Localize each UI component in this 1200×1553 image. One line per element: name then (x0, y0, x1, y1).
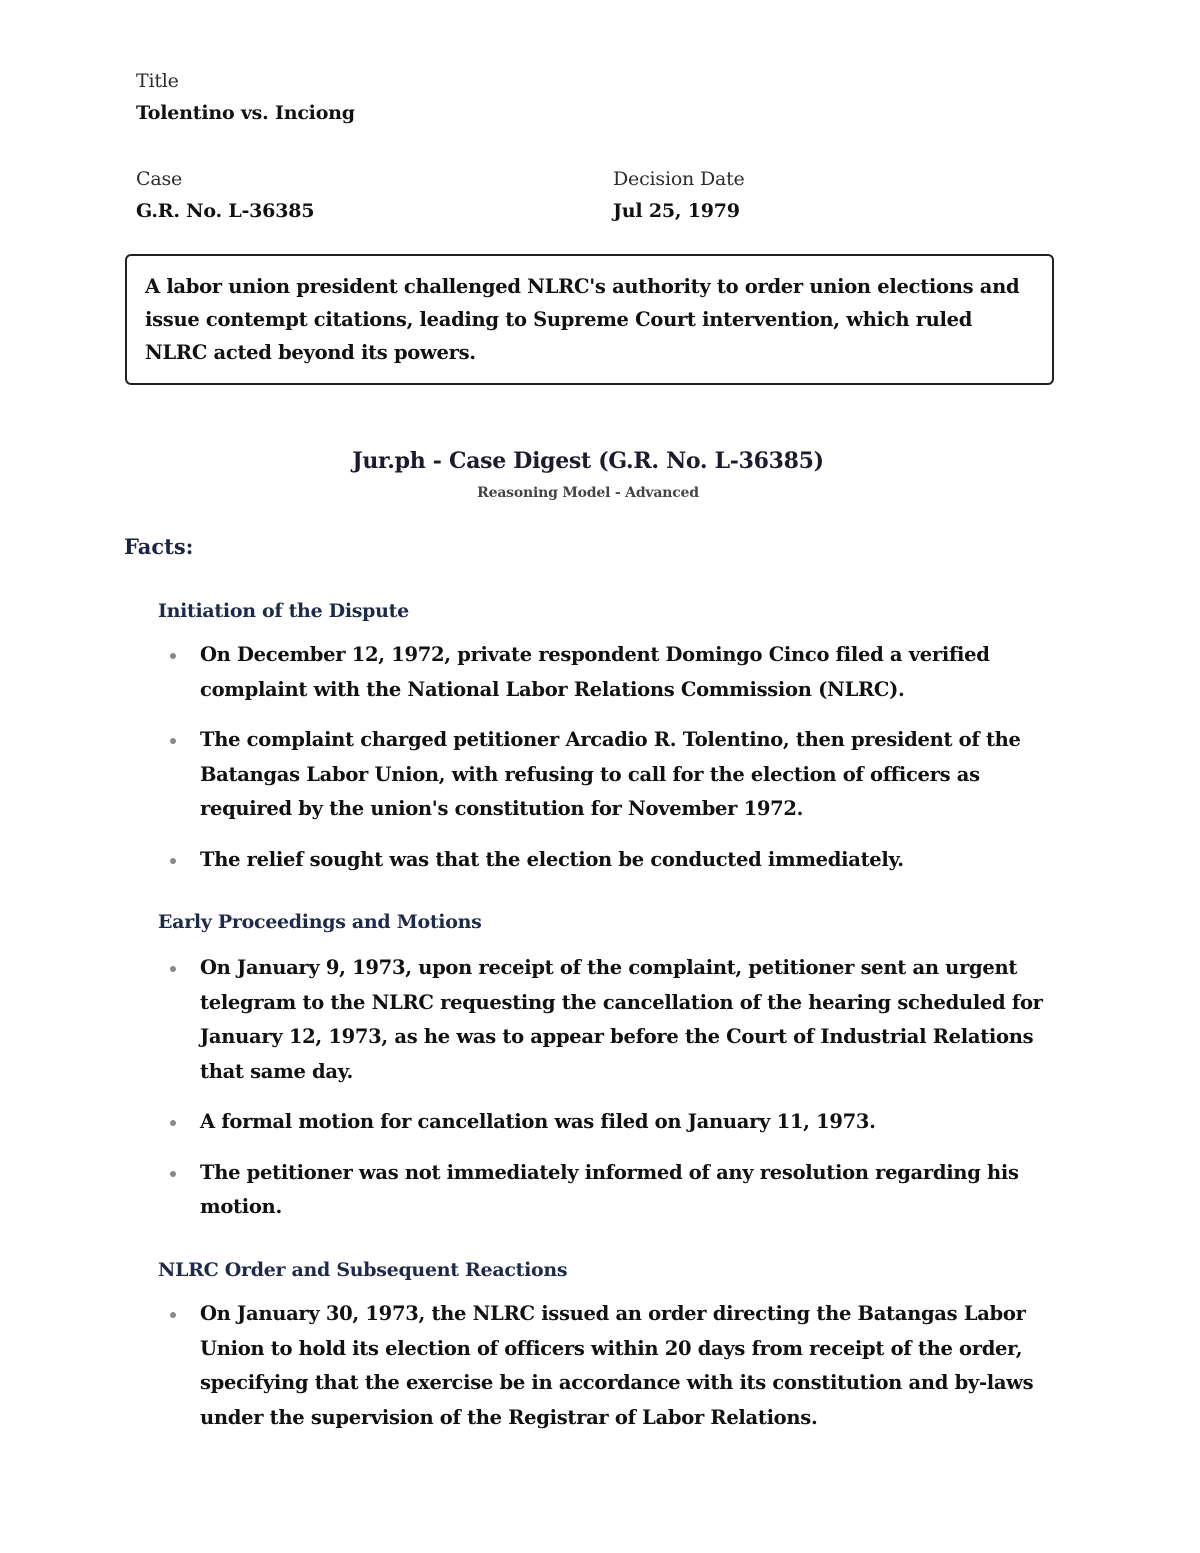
list-item-text: On January 9, 1973, upon receipt of the complaint, petitioner sent an urgent telegram to the NLRC requesting the cancellation of the hearing scheduled for January 12, 1973, as he was to appear before the Court of Industrial Relations that same day. (200, 956, 1043, 1083)
section-heading-nlrc-order: NLRC Order and Subsequent Reactions (158, 1259, 568, 1281)
facts-heading: Facts: (124, 534, 194, 559)
digest-title: Jur.ph - Case Digest (G.R. No. L-36385) (352, 448, 824, 474)
section-list-initiation (158, 638, 1058, 877)
list-item-text: The relief sought was that the election be conducted immediately. (200, 847, 904, 871)
list-item (158, 1156, 1058, 1225)
case-label: Case (136, 168, 183, 190)
bullet-icon (170, 966, 176, 972)
case-value: G.R. No. L-36385 (136, 200, 315, 222)
list-item-text: The petitioner was not immediately informed of any resolution regarding his motion. (200, 1160, 1019, 1218)
bullet-icon (170, 1120, 176, 1126)
list-item-text: On December 12, 1972, private respondent Domingo Cinco filed a verified complaint with the National Labor Relations Commission (NLRC). (200, 643, 990, 701)
list-item (158, 1297, 1058, 1435)
bullet-icon (170, 653, 176, 659)
section-heading-initiation: Initiation of the Dispute (158, 600, 409, 622)
list-item (158, 723, 1058, 827)
section-heading-proceedings: Early Proceedings and Motions (158, 911, 482, 933)
list-item (158, 843, 1058, 878)
list-item (158, 1105, 1058, 1140)
bullet-icon (170, 1171, 176, 1177)
section-list-proceedings (158, 951, 1058, 1225)
section-list-nlrc-order (158, 1297, 1058, 1435)
list-item-text: The complaint charged petitioner Arcadio R. Tolentino, then president of the Batangas Labor Union, with refusing to call for the election of officers as required by the union's constitution for November 1972. (200, 728, 1021, 820)
bullet-icon (170, 858, 176, 864)
list-item-text: On January 30, 1973, the NLRC issued an order directing the Batangas Labor Union to hold its election of officers within 20 days from receipt of the order, specifying that the exercise be in accordance with its constitution and by-laws under the supervision of the Registrar of Labor Relations. (200, 1302, 1034, 1429)
bullet-icon (170, 738, 176, 744)
list-item (158, 638, 1058, 707)
decision-date-label: Decision Date (613, 168, 745, 190)
title-value: Tolentino vs. Inciong (136, 102, 355, 124)
list-item (158, 951, 1058, 1089)
digest-subtitle: Reasoning Model - Advanced (477, 485, 699, 501)
bullet-icon (170, 1312, 176, 1318)
summary-box: A labor union president challenged NLRC's authority to order union elections and issue contempt citations, leading to Supreme Court intervention, which ruled NLRC acted beyond its powers. (125, 254, 1054, 385)
decision-date-value: Jul 25, 1979 (613, 200, 740, 222)
title-label: Title (136, 70, 179, 92)
list-item-text: A formal motion for cancellation was filed on January 11, 1973. (200, 1110, 876, 1133)
